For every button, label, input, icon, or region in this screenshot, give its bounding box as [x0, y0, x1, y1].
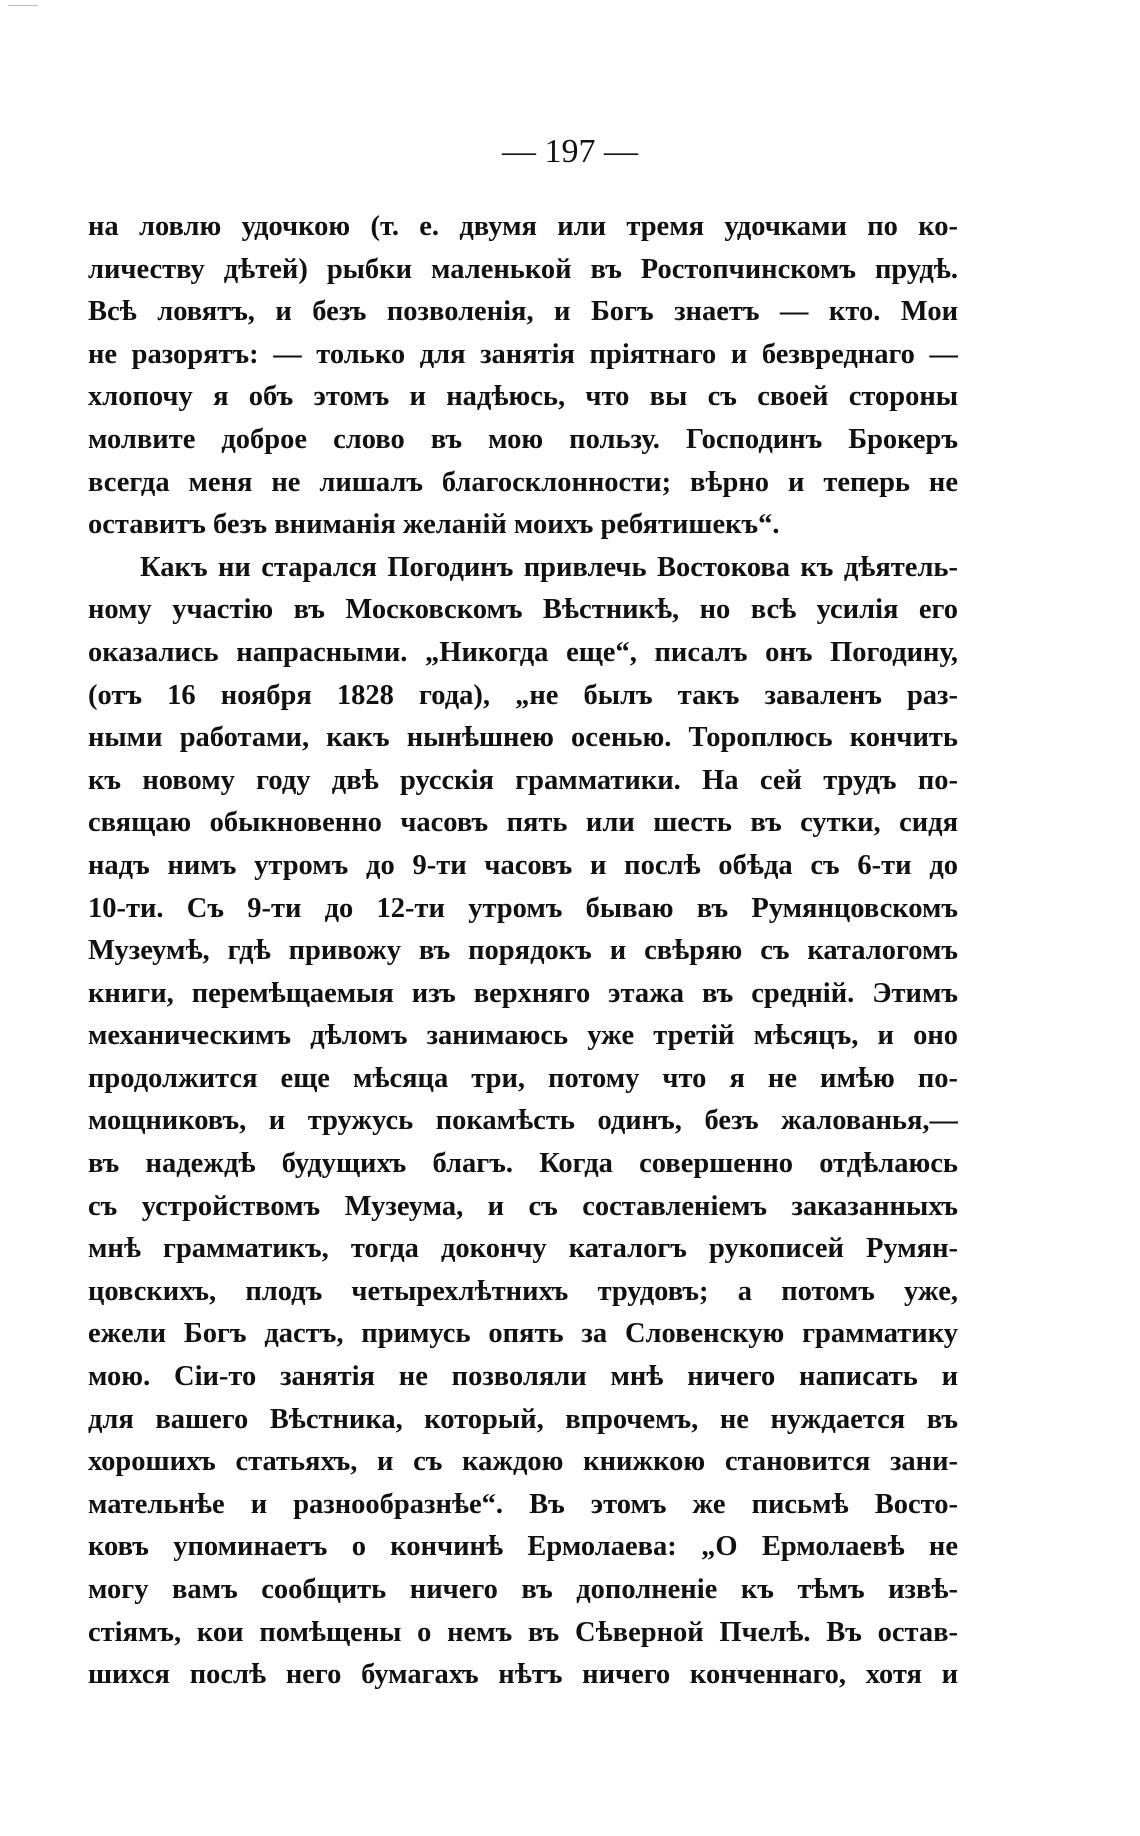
- text-line: 10-ти. Съ 9-ти до 12-ти утромъ бываю въ Румянцовскомъ: [88, 892, 958, 924]
- text-line: Всѣ ловятъ, и безъ позволенія, и Богъ знаетъ — кто. Мои: [88, 296, 958, 328]
- text-line: свящаю обыкновенно часовъ пять или шесть въ сутки, сидя: [88, 807, 958, 839]
- text-line: въ надеждѣ будущихъ благъ. Когда совершенно отдѣлаюсь: [88, 1148, 958, 1180]
- body-text: [88, 206, 958, 1697]
- page-number: — 197 —: [502, 133, 638, 170]
- text-line: къ новому году двѣ русскія грамматики. На сей трудъ по-: [88, 764, 958, 796]
- text-line: мнѣ грамматикъ, тогда докончу каталогъ рукописей Румян-: [88, 1233, 958, 1265]
- text-line: (отъ 16 ноября 1828 года), „не былъ такъ заваленъ раз-: [88, 679, 958, 711]
- text-line: мою. Сіи-то занятія не позволяли мнѣ ничего написать и: [88, 1361, 958, 1393]
- text-line: продолжится еще мѣсяца три, потому что я не имѣю по-: [88, 1062, 958, 1094]
- text-line: Музеумѣ, гдѣ привожу въ порядокъ и свѣряю съ каталогомъ: [88, 935, 958, 967]
- text-line: ежели Богъ дастъ, примусь опять за Словенскую грамматику: [88, 1318, 958, 1350]
- text-line: оказались напрасными. „Никогда еще“, писалъ онъ Погодину,: [88, 636, 958, 668]
- text-line: книги, перемѣщаемыя изъ верхняго этажа въ средній. Этимъ: [88, 977, 958, 1009]
- text-line: мательнѣе и разнообразнѣе“. Въ этомъ же письмѣ Восто-: [88, 1488, 958, 1520]
- text-line: стіямъ, кои помѣщены о немъ въ Сѣверной Пчелѣ. Въ остав-: [88, 1616, 958, 1648]
- text-line: съ устройствомъ Музеума, и съ составленіемъ заказанныхъ: [88, 1190, 958, 1222]
- text-line: надъ нимъ утромъ до 9-ти часовъ и послѣ обѣда съ 6-ти до: [88, 849, 958, 881]
- text-line: всегда меня не лишалъ благосклонности; вѣрно и теперь не: [88, 466, 958, 498]
- text-line: шихся послѣ него бумагахъ нѣтъ ничего конченнаго, хотя и: [88, 1659, 958, 1691]
- text-line: не разорятъ: — только для занятія пріятнаго и безвреднаго —: [88, 338, 958, 370]
- text-line: на ловлю удочкою (т. е. двумя или тремя удочками по ко-: [88, 211, 958, 242]
- text-line: ному участію въ Московскомъ Вѣстникѣ, но всѣ усилія его: [88, 594, 958, 626]
- text-line: ковъ упоминаетъ о кончинѣ Ермолаева: „О Ермолаевѣ не: [88, 1531, 958, 1563]
- text-line: ными работами, какъ нынѣшнею осенью. Тороплюсь кончить: [88, 722, 958, 754]
- paragraph-start-line: Какъ ни старался Погодинъ привлечь Востокова къ дѣятель-: [140, 551, 958, 583]
- text-line: хлопочу я объ этомъ и надѣюсь, что вы съ своей стороны: [88, 381, 958, 413]
- text-line: хорошихъ статьяхъ, и съ каждою книжкою становится зани-: [88, 1446, 958, 1478]
- text-line: личеству дѣтей) рыбки маленькой въ Ростопчинскомъ прудѣ.: [88, 253, 958, 285]
- text-line: механическимъ дѣломъ занимаюсь уже третій мѣсяцъ, и оно: [88, 1020, 958, 1052]
- text-line: могу вамъ сообщить ничего въ дополненіе къ тѣмъ извѣ-: [88, 1574, 958, 1605]
- text-line: мощниковъ, и тружусь покамѣсть одинъ, безъ жалованья,—: [88, 1105, 958, 1137]
- text-line: оставитъ безъ вниманія желаній моихъ ребятишекъ“.: [88, 509, 780, 541]
- scan-mark: [8, 5, 38, 6]
- text-line: цовскихъ, плодъ четырехлѣтнихъ трудовъ; а потомъ уже,: [88, 1275, 958, 1307]
- text-line: молвите доброе слово въ мою пользу. Господинъ Брокеръ: [88, 423, 958, 455]
- text-line: для вашего Вѣстника, который, впрочемъ, не нуждается въ: [88, 1403, 958, 1435]
